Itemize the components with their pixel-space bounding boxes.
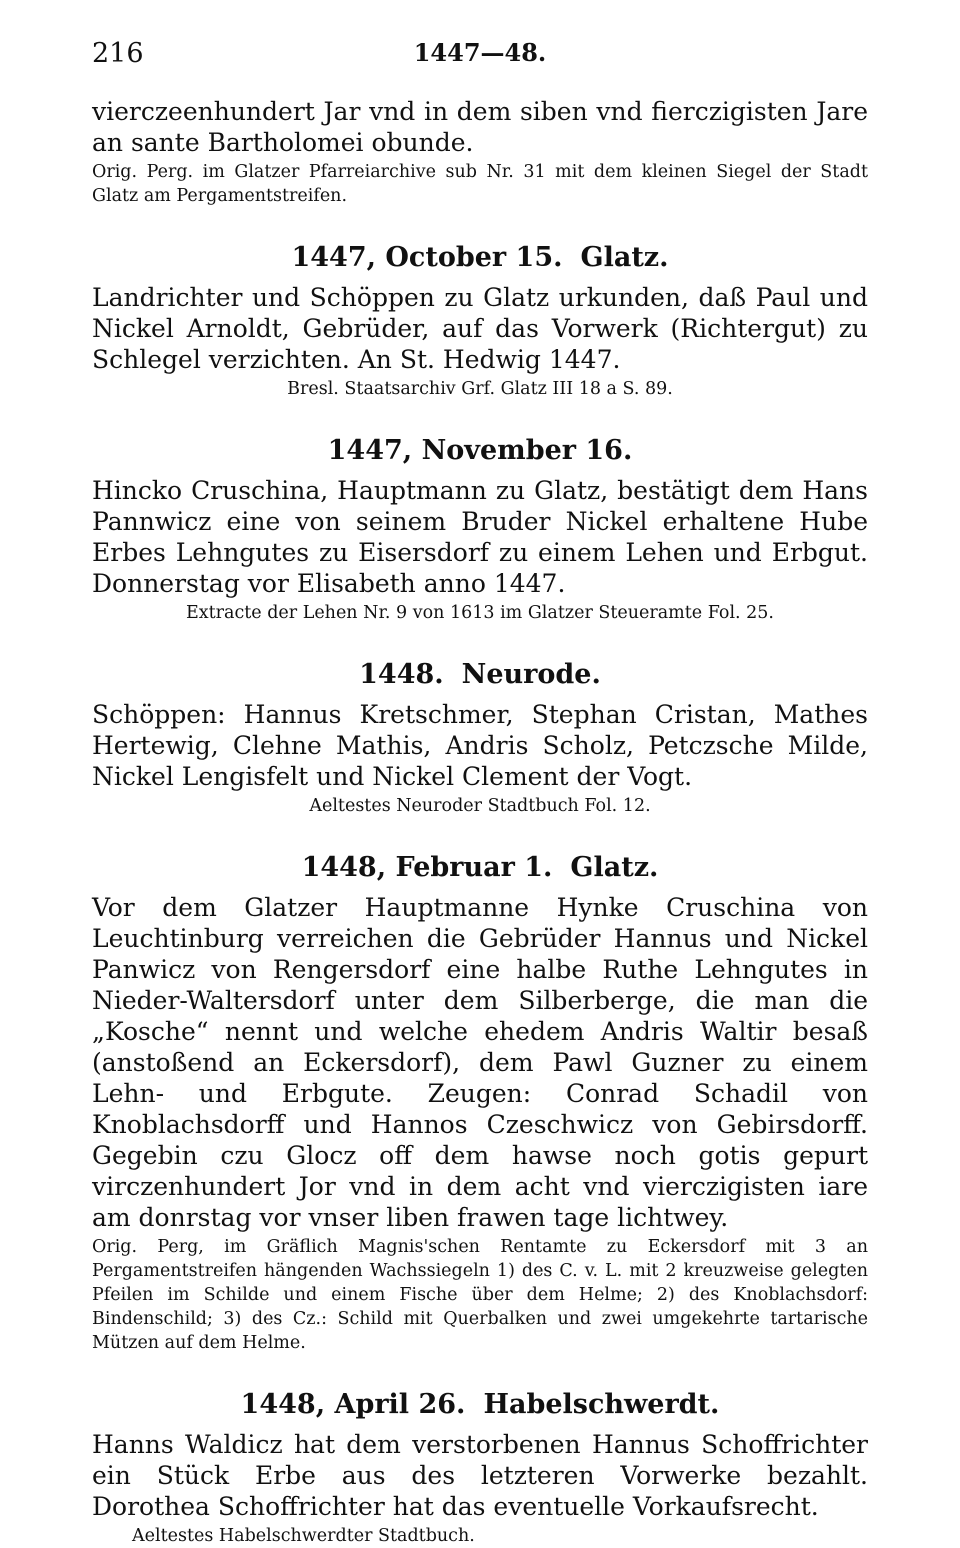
entry-text: Hincko Cruschina, Hauptmann zu Glatz, bestätigt dem Hans Pannwicz eine von seinem Bruder Nickel erhaltene Hube Erbes Lehngutes zu Eisersdorf zu einem Lehen und Erbgut. Donnerstag vor Elisabeth anno 1447.: [92, 476, 868, 598]
entry-source: Orig. Perg, im Gräflich Magnis'schen Rentamte zu Eckersdorf mit 3 an Pergamentstreifen hängenden Wachssiegeln 1) des C. v. L. mit 2 kreuzweise gelegten Pfeilen im Schilde und einem Fische über dem Helme; 2) des Knoblachsdorf: Bindenschild; 3) des Cz.: Schild mit Querbalken und zwei umgekehrte tartarische Mützen auf dem Helme.: [92, 1237, 868, 1353]
entry: [92, 1389, 868, 1548]
entry: [92, 242, 868, 401]
entry: [92, 435, 868, 625]
entry-heading: [92, 435, 868, 467]
continuation-text: vierczeenhundert Jar vnd in dem siben vnd fierczigisten Jare an sante Bartholomei obunde.: [92, 97, 868, 157]
entry-place: Glatz.: [580, 242, 669, 273]
entry-place: Habelschwerdt.: [483, 1389, 720, 1420]
entry-text: Vor dem Glatzer Hauptmanne Hynke Cruschina von Leuchtinburg verreichen die Gebrüder Hannus und Nickel Panwicz von Rengersdorf eine halbe Ruthe Lehngutes in Nieder-Waltersdorf unter dem Silberberge, die man die „Kosche“ nennt und welche ehedem Andris Waltir besaß (anstoßend an Eckersdorf), dem Pawl Guzner zu einem Lehn- und Erbgute. Zeugen: Conrad Schadil von Knoblachsdorff und Hannos Czeschwicz von Gebirsdorff. Gegebin czu Glocz off dem hawse noch gotis gepurt virczenhundert Jor vnd in dem acht vnd vierczigisten iare am donrstag vor vnser liben frawen tage lichtwey.: [92, 893, 868, 1232]
entry-date: 1447, October 15.: [291, 242, 563, 273]
page-header: [92, 38, 868, 78]
entry-heading: [92, 1389, 868, 1421]
entry-text: Schöppen: Hannus Kretschmer, Stephan Cristan, Mathes Hertewig, Clehne Mathis, Andris Scholz, Petczsche Milde, Nickel Lengisfelt und Nickel Clement der Vogt.: [92, 700, 868, 791]
page-number: 216: [92, 38, 144, 69]
entry-source: Bresl. Staatsarchiv Grf. Glatz III 18 a S. 89.: [287, 379, 673, 399]
entry-heading: [92, 242, 868, 274]
entry: [92, 659, 868, 818]
entry-date: 1448, Februar 1.: [301, 852, 553, 883]
entry-place: Neurode.: [461, 659, 601, 690]
continuation-source: Orig. Perg. im Glatzer Pfarreiarchive sub Nr. 31 mit dem kleinen Siegel der Stadt Glatz am Pergamentstreifen.: [92, 162, 868, 206]
entry-date: 1447, November 16.: [327, 435, 633, 466]
entry-source: Aeltestes Neuroder Stadtbuch Fol. 12.: [309, 796, 651, 816]
entry-text: Landrichter und Schöppen zu Glatz urkunden, daß Paul und Nickel Arnoldt, Gebrüder, auf das Vorwerk (Richtergut) zu Schlegel verzichten. An St. Hedwig 1447.: [92, 283, 868, 374]
entry: [92, 852, 868, 1355]
entry-date: 1448.: [359, 659, 444, 690]
running-head: 1447—48.: [413, 38, 547, 67]
entry-heading: [92, 852, 868, 884]
entry-source: Aeltestes Habelschwerdter Stadtbuch.: [132, 1526, 475, 1546]
entry-text: Hanns Waldicz hat dem verstorbenen Hannus Schoffrichter ein Stück Erbe aus des letzteren Vorwerke bezahlt. Dorothea Schoffrichter hat das eventuelle Vorkaufsrecht.: [92, 1430, 868, 1521]
entry-place: Glatz.: [570, 852, 659, 883]
entry-date: 1448, April 26.: [240, 1389, 466, 1420]
page-body: [92, 96, 868, 1548]
entry-heading: [92, 659, 868, 691]
entry-source: Extracte der Lehen Nr. 9 von 1613 im Glatzer Steueramte Fol. 25.: [185, 603, 774, 623]
